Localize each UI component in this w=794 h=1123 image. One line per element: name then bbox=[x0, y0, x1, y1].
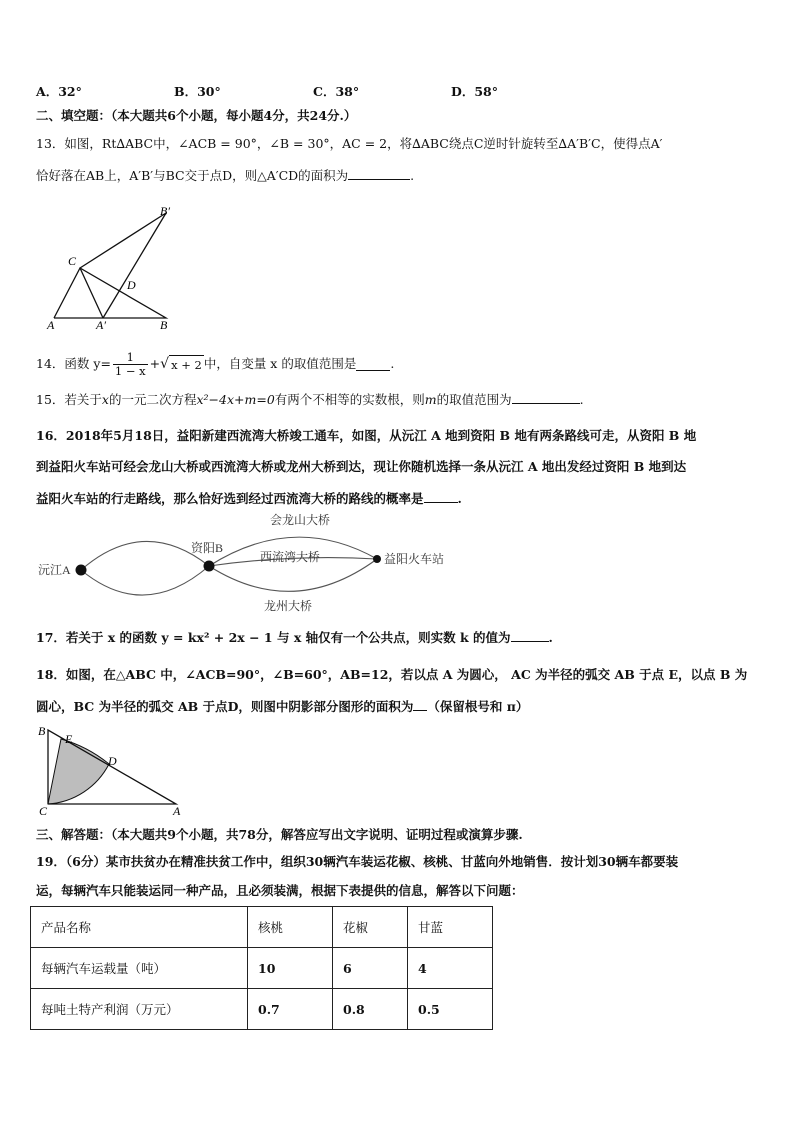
q16-point-a bbox=[76, 565, 87, 576]
q15-mid: 的一元二次方程 bbox=[108, 392, 197, 407]
q13-line2 bbox=[36, 166, 414, 185]
section-3-heading: 三、解答题：（本大题共9个小题，共78分，解答应写出文字说明、证明过程或演算步骤. bbox=[36, 827, 523, 842]
q14-sqrt-content: x + 2 bbox=[169, 355, 204, 374]
q19-line2: 运，每辆汽车只能装运同一种产品，且必须装满，根据下表提供的信息，解答以下问题： bbox=[36, 883, 524, 898]
q15-equation: x²−4x+m=0 bbox=[196, 392, 275, 407]
q13-label-a: A bbox=[47, 318, 55, 332]
option-c: C．38° bbox=[313, 84, 360, 99]
q18-shaded-region bbox=[48, 739, 109, 804]
q19-table bbox=[30, 906, 493, 1030]
q14-plus: + bbox=[149, 356, 161, 371]
table-header-cell: 核桃 bbox=[248, 907, 333, 948]
q14-frac-den: 1 − x bbox=[114, 363, 146, 378]
q13-segment-b1a1 bbox=[103, 213, 166, 318]
option-a: A．32° bbox=[36, 84, 82, 99]
table-cell: 0.5 bbox=[408, 989, 493, 1030]
q13-segment-ca1 bbox=[80, 268, 103, 318]
q16-line3 bbox=[36, 489, 462, 508]
table-cell: 4 bbox=[408, 948, 493, 989]
q16-label-a: 沅江A bbox=[38, 563, 71, 577]
table-cell: 每辆汽车运载量（吨） bbox=[31, 948, 248, 989]
q18-label-d: D bbox=[108, 754, 117, 768]
q16-point-station bbox=[373, 555, 381, 563]
q16-label-station: 益阳火车站 bbox=[384, 552, 445, 566]
q14-frac-num: 1 bbox=[126, 349, 134, 364]
q13-end: . bbox=[410, 168, 415, 183]
q18-label-b: B bbox=[38, 724, 46, 738]
q13-line2-text: 恰好落在AB上，A′B′与BC交于点D，则△A′CD的面积为 bbox=[36, 168, 349, 183]
q15-var-m: m bbox=[424, 392, 437, 407]
q13-label-a1: A′ bbox=[96, 318, 106, 332]
q17-end: . bbox=[548, 630, 553, 645]
q15-end: . bbox=[579, 392, 584, 407]
q15-post: 有两个不相等的实数根，则 bbox=[274, 392, 425, 407]
q16-answer-blank bbox=[424, 489, 458, 503]
q13-answer-blank bbox=[348, 166, 410, 180]
q15-post2: 的取值范围为 bbox=[436, 392, 512, 407]
q16-label-b: 资阳B bbox=[191, 541, 224, 555]
table-cell: 0.8 bbox=[333, 989, 408, 1030]
table-cell: 10 bbox=[248, 948, 333, 989]
q17-answer-blank bbox=[511, 628, 549, 642]
q18-figure bbox=[36, 722, 186, 820]
q16-route-map bbox=[34, 510, 464, 618]
q18-line1: 18．如图，在△ABC 中，∠ACB=90°，∠B=60°，AB=12，若以点 A 为圆心， AC 为半径的弧交 AB 于点 E，以点 B 为 bbox=[36, 667, 748, 682]
table-cell: 6 bbox=[333, 948, 408, 989]
table-header-cell: 花椒 bbox=[333, 907, 408, 948]
q14-answer-blank bbox=[356, 357, 390, 371]
q18-line2-text: 圆心，BC 为半径的弧交 AB 于点D，则图中阴影部分图形的面积为 bbox=[36, 699, 414, 714]
q17-text: 17．若关于 x 的函数 y = kx² + 2x − 1 与 x 轴仅有一个公共点，则实数 k 的值为 bbox=[36, 630, 511, 645]
table-header-cell: 甘蓝 bbox=[408, 907, 493, 948]
q15-var-x: x bbox=[101, 392, 109, 407]
q18-label-e: E bbox=[65, 732, 73, 746]
q16-label-xiliuwan: 西流湾大桥 bbox=[260, 550, 321, 564]
q16-line2: 到益阳火车站可经会龙山大桥或西流湾大桥或龙州大桥到达，现让你随机选择一条从沅江 A 地出发经过资阳 B 地到达 bbox=[36, 459, 687, 474]
q16-route-ab-lower bbox=[81, 566, 209, 595]
q16-route-ab-upper bbox=[81, 541, 209, 570]
option-b: B．30° bbox=[174, 84, 221, 99]
q15-line bbox=[36, 390, 584, 409]
q18-answer-blank bbox=[413, 697, 427, 711]
q13-label-d: D bbox=[127, 278, 136, 292]
q16-end: . bbox=[457, 491, 462, 506]
q14-suffix: 中，自变量 x 的取值范围是 bbox=[203, 356, 357, 371]
option-d: D．58° bbox=[451, 84, 498, 99]
table-header-cell: 产品名称 bbox=[31, 907, 248, 948]
q16-label-longzhou: 龙州大桥 bbox=[264, 599, 313, 613]
table-header-row bbox=[31, 907, 493, 948]
q18-label-a: A bbox=[173, 804, 181, 818]
q18-label-c: C bbox=[39, 804, 48, 818]
q14-prefix: 14．函数 y= bbox=[36, 356, 111, 371]
q13-label-b: B bbox=[160, 318, 168, 332]
q18-line2-suffix: （保留根号和 π） bbox=[427, 699, 529, 714]
q13-triangle-abc bbox=[54, 268, 166, 318]
q16-line3-text: 益阳火车站的行走路线，那么恰好选到经过西流湾大桥的路线的概率是 bbox=[36, 491, 424, 506]
q13-segment-cb1 bbox=[80, 213, 166, 268]
table-row bbox=[31, 948, 493, 989]
q13-line1: 13．如图，Rt∆ABC中，∠ACB = 90°，∠B = 30°，AC = 2，将∆ABC绕点C逆时针旋转至∆A′B′C，使得点A′ bbox=[36, 136, 663, 151]
q16-label-huilongshan: 会龙山大桥 bbox=[270, 513, 331, 527]
q14-end: . bbox=[390, 356, 395, 371]
q15-prefix: 15．若关于 bbox=[36, 392, 102, 407]
q13-label-c: C bbox=[68, 254, 77, 268]
q14-line bbox=[36, 348, 394, 380]
q17-line bbox=[36, 628, 553, 647]
table-cell: 每吨土特产利润（万元） bbox=[31, 989, 248, 1030]
q14-fraction bbox=[113, 351, 148, 378]
q18-line2 bbox=[36, 697, 528, 716]
table-cell: 0.7 bbox=[248, 989, 333, 1030]
q19-line1: 19．（6分）某市扶贫办在精准扶贫工作中，组织30辆汽车装运花椒、核桃、甘蓝向外地销售．按计划30辆车都要装 bbox=[36, 854, 679, 869]
table-row bbox=[31, 989, 493, 1030]
q13-figure bbox=[40, 200, 190, 335]
sqrt-icon: √ bbox=[160, 356, 170, 372]
q16-line1: 16．2018年5月18日，益阳新建西流湾大桥竣工通车，如图，从沅江 A 地到资阳 B 地有两条路线可走，从资阳 B 地 bbox=[36, 428, 697, 443]
q15-answer-blank bbox=[512, 390, 580, 404]
q13-label-b1: B′ bbox=[160, 204, 170, 218]
section-2-heading: 二、填空题：（本大题共6个小题，每小题4分，共24分.） bbox=[36, 108, 357, 123]
q16-point-b bbox=[204, 561, 215, 572]
